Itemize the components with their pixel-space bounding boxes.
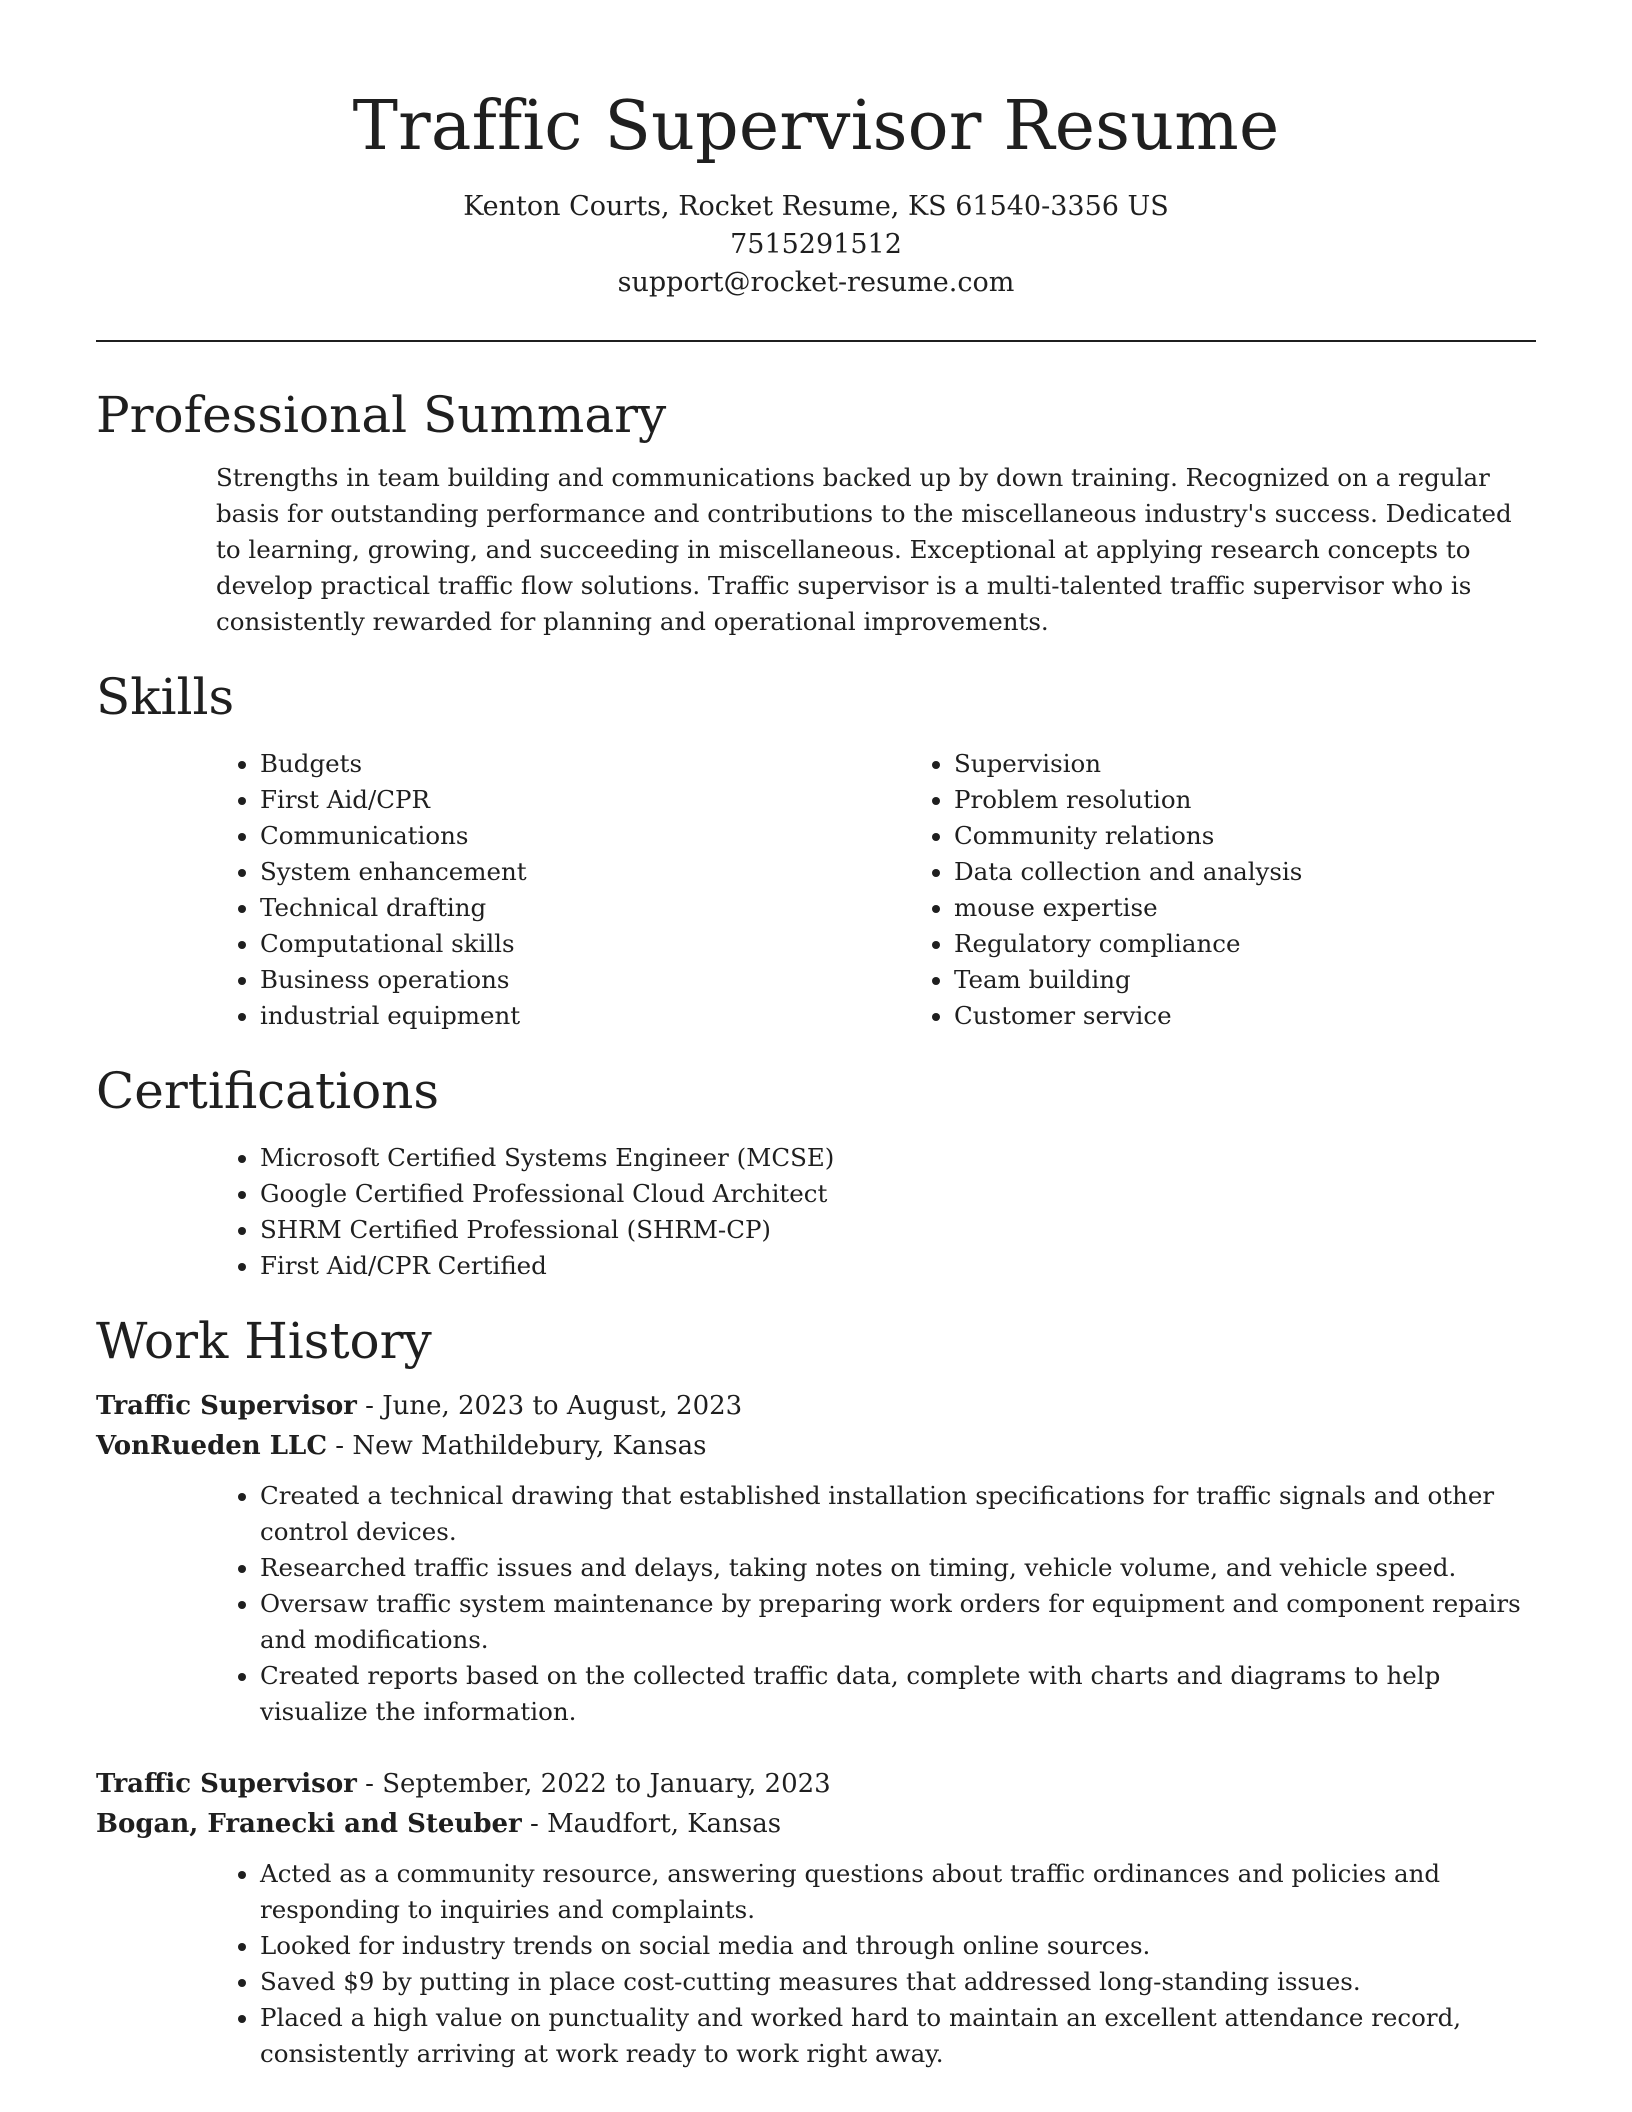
summary-text: Strengths in team building and communications backed up by down training. Recognized on a regular basis for outstanding performance and contributions to the miscellaneous industry's success. Dedicated to learning, growing, and succeeding in miscellaneous. Exceptional at applying research concepts to develop practical traffic flow solutions. Traffic supervisor is a multi-talented traffic supervisor who is consistently rewarded for planning and operational improvements. — [216, 463, 1512, 636]
job-entry — [96, 1764, 1536, 2072]
skill-item: • Data collection and analysis — [954, 854, 1302, 890]
job-bullet: • Created reports based on the collected traffic data, complete with charts and diagrams to help visualize the information. — [260, 1658, 1536, 1730]
skills-list-right — [910, 746, 1302, 1034]
certifications-heading: Certifications — [96, 1062, 440, 1120]
job-bullet: • Saved $9 by putting in place cost-cutting measures that addressed long-standing issues. — [260, 1964, 1536, 2000]
skill-item: • Budgets — [260, 746, 910, 782]
skill-item: • Supervision — [954, 746, 1302, 782]
skill-item: • Customer service — [954, 998, 1302, 1034]
job-bullet: • Placed a high value on punctuality and worked hard to maintain an excellent attendance record, consistently arriving at work ready to work right away. — [260, 2000, 1536, 2072]
job-location: - Maudfort, Kansas — [521, 1809, 782, 1839]
certifications-section — [96, 1060, 1536, 1284]
skill-item: • Communications — [260, 818, 910, 854]
job-bullet: • Oversaw traffic system maintenance by preparing work orders for equipment and component repairs and modifications. — [260, 1586, 1536, 1658]
work-history-section — [96, 1310, 1536, 2072]
contact-email: support@rocket-resume.com — [617, 267, 1015, 298]
job-company: VonRueden LLC — [96, 1431, 328, 1461]
contact-block — [96, 188, 1536, 302]
skill-item: • Computational skills — [260, 926, 910, 962]
job-title-line — [96, 1764, 1536, 1804]
job-bullet-list — [216, 1856, 1536, 2072]
skill-item: • Team building — [954, 962, 1302, 998]
skill-item: • Business operations — [260, 962, 910, 998]
skills-heading: Skills — [96, 668, 235, 726]
certification-item: • Google Certified Professional Cloud Architect — [260, 1176, 1536, 1212]
job-bullet: • Researched traffic issues and delays, taking notes on timing, vehicle volume, and vehicle speed. — [260, 1550, 1536, 1586]
skill-item: • Problem resolution — [954, 782, 1302, 818]
job-bullet: • Created a technical drawing that established installation specifications for traffic signals and other control devices. — [260, 1478, 1536, 1550]
skill-item: • Community relations — [954, 818, 1302, 854]
contact-address: Kenton Courts, Rocket Resume, KS 61540-3356 US — [463, 191, 1169, 222]
job-title: Traffic Supervisor — [96, 1769, 357, 1799]
skill-item: • mouse expertise — [954, 890, 1302, 926]
job-bullet-list — [216, 1478, 1536, 1730]
skill-item: • industrial equipment — [260, 998, 910, 1034]
skills-section — [96, 666, 1536, 1034]
certifications-list — [216, 1140, 1536, 1284]
certification-item: • Microsoft Certified Systems Engineer (MCSE) — [260, 1140, 1536, 1176]
work-history-heading: Work History — [96, 1312, 432, 1370]
job-bullet: • Acted as a community resource, answering questions about traffic ordinances and policies and responding to inquiries and complaints. — [260, 1856, 1536, 1928]
job-title-line — [96, 1386, 1536, 1426]
skill-item: • System enhancement — [260, 854, 910, 890]
skills-list-left — [216, 746, 910, 1034]
job-company-line — [96, 1426, 1536, 1466]
summary-heading: Professional Summary — [96, 386, 667, 444]
summary-section — [96, 384, 1536, 640]
job-bullet: • Looked for industry trends on social media and through online sources. — [260, 1928, 1536, 1964]
job-company-line — [96, 1804, 1536, 1844]
certification-item: • First Aid/CPR Certified — [260, 1248, 1536, 1284]
job-location: - New Mathildebury, Kansas — [327, 1431, 707, 1461]
job-title: Traffic Supervisor — [96, 1391, 357, 1421]
job-entry — [96, 1386, 1536, 1730]
skill-item: • Technical drafting — [260, 890, 910, 926]
resume-header — [96, 0, 1536, 302]
certification-item: • SHRM Certified Professional (SHRM-CP) — [260, 1212, 1536, 1248]
job-dates: - September, 2022 to January, 2023 — [356, 1769, 831, 1799]
header-divider — [96, 340, 1536, 342]
skill-item: • First Aid/CPR — [260, 782, 910, 818]
job-company: Bogan, Franecki and Steuber — [96, 1809, 522, 1839]
page-title: Traffic Supervisor Resume — [352, 87, 1280, 166]
jobs-container — [96, 1386, 1536, 2072]
contact-phone: 7515291512 — [730, 229, 902, 260]
skill-item: • Regulatory compliance — [954, 926, 1302, 962]
skills-grid — [216, 746, 1536, 1034]
job-dates: - June, 2023 to August, 2023 — [356, 1391, 743, 1421]
